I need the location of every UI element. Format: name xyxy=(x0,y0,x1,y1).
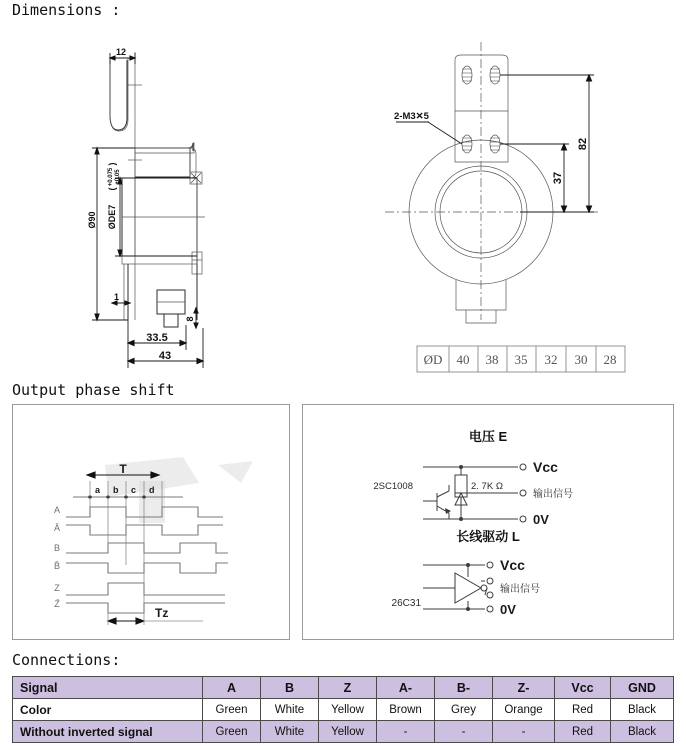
waveform-panel xyxy=(12,404,290,640)
bore-diameter-table xyxy=(417,346,625,372)
circuit-2-vcc-label: Vcc xyxy=(500,557,525,573)
signal-label-b-inv: B̄ xyxy=(53,561,61,571)
cell-noninv-vcc: Red xyxy=(555,721,611,743)
dim-37-label: 37 xyxy=(552,171,564,185)
header-cell-a: A xyxy=(203,677,261,699)
dim-1-label: 1 xyxy=(114,292,120,302)
side-view-drawing xyxy=(87,47,205,368)
circuit-1-device-label: 2SC1008 xyxy=(373,481,413,492)
row-label-color: Color xyxy=(13,699,203,721)
tz-label: Tz xyxy=(155,606,169,620)
marker-a: a xyxy=(95,485,101,495)
header-cell-vcc: Vcc xyxy=(555,677,611,699)
bore-value-3: 32 xyxy=(544,352,558,367)
header-cell-a-inv: A- xyxy=(377,677,435,699)
cell-color-b-inv: Grey xyxy=(435,699,493,721)
cell-noninv-z-inv: - xyxy=(493,721,555,743)
signal-label-a-inv: Ā xyxy=(53,523,61,533)
circuit-1-resistor-label: 2. 7K Ω xyxy=(471,481,503,492)
output-phase-shift-panels xyxy=(12,404,674,640)
cell-color-a-inv: Brown xyxy=(377,699,435,721)
signal-label-b: B xyxy=(53,543,61,553)
dim-33-5-label: 33.5 xyxy=(146,332,168,344)
dimension-drawings xyxy=(0,20,686,375)
bore-value-1: 38 xyxy=(485,352,499,367)
cell-color-gnd: Black xyxy=(611,699,674,721)
period-label: T xyxy=(119,462,127,476)
header-cell-b-inv: B- xyxy=(435,677,493,699)
marker-b: b xyxy=(113,485,119,495)
connections-table xyxy=(12,676,674,743)
circuit-line-driver xyxy=(392,529,540,617)
connections-section-title: Connections: xyxy=(12,651,121,669)
dim-43-label: 43 xyxy=(158,350,172,362)
dim-de7-paren-close: ) xyxy=(107,162,117,166)
cell-noninv-b-inv: - xyxy=(435,721,493,743)
circuit-2-device-label: 26C31 xyxy=(391,598,421,609)
signal-label-z: Z xyxy=(54,583,60,593)
header-cell-signal: Signal xyxy=(13,677,203,699)
signal-label-a: A xyxy=(53,505,61,515)
cell-color-vcc: Red xyxy=(555,699,611,721)
circuit-1-title: 电压 E xyxy=(468,429,508,444)
circuit-2-title: 长线驱动 L xyxy=(456,529,520,544)
dim-de7-paren-open: ( xyxy=(107,187,117,191)
circuit-1-output-label: 输出信号 xyxy=(533,489,573,500)
cell-color-z: Yellow xyxy=(319,699,377,721)
thread-note-label: 2-M3✕5 xyxy=(394,111,429,122)
cell-noninv-a-inv: - xyxy=(377,721,435,743)
bore-value-2: 35 xyxy=(514,352,528,367)
table-row-color xyxy=(13,699,674,721)
row-label-without-inverted: Without inverted signal xyxy=(13,721,203,743)
bore-table-label: ØD xyxy=(423,352,443,367)
circuit-2-gnd-label: 0V xyxy=(500,602,516,617)
dim-82-label: 82 xyxy=(577,137,589,151)
table-header-row xyxy=(13,677,674,699)
bore-value-5: 28 xyxy=(603,352,617,367)
cell-color-b: White xyxy=(261,699,319,721)
table-row-without-inverted-signal xyxy=(13,721,674,743)
front-view-drawing xyxy=(385,42,600,323)
cell-noninv-b: White xyxy=(261,721,319,743)
dim-90-label: Ø90 xyxy=(87,211,97,229)
circuit-1-vcc-label: Vcc xyxy=(533,459,558,475)
dim-12-label: 12 xyxy=(116,47,127,57)
dim-de7-tol-upper: +0.075 xyxy=(108,167,114,187)
header-cell-b: B xyxy=(261,677,319,699)
dim-de7-label: ØDE7 xyxy=(107,204,117,230)
marker-c: c xyxy=(131,485,137,495)
cell-noninv-gnd: Black xyxy=(611,721,674,743)
dimensions-section-title: Dimensions : xyxy=(12,1,121,19)
circuit-1-gnd-label: 0V xyxy=(533,512,549,527)
signal-label-z-inv: Z̄ xyxy=(54,599,60,609)
header-cell-gnd: GND xyxy=(611,677,674,699)
dim-8-label: 8 xyxy=(185,316,195,322)
output-circuits-panel xyxy=(302,404,674,640)
cell-color-z-inv: Orange xyxy=(493,699,555,721)
header-cell-z: Z xyxy=(319,677,377,699)
circuit-2-output-label: 输出信号 xyxy=(500,584,540,595)
cell-noninv-z: Yellow xyxy=(319,721,377,743)
bore-value-4: 30 xyxy=(574,352,588,367)
dim-de7-tol-lower: +0.05 xyxy=(115,169,121,185)
header-cell-z-inv: Z- xyxy=(493,677,555,699)
bore-value-0: 40 xyxy=(456,352,470,367)
marker-d: d xyxy=(149,485,155,495)
cell-noninv-a: Green xyxy=(203,721,261,743)
circuit-voltage-output xyxy=(373,429,573,527)
cell-color-a: Green xyxy=(203,699,261,721)
output-phase-shift-section-title: Output phase shift xyxy=(12,381,175,399)
